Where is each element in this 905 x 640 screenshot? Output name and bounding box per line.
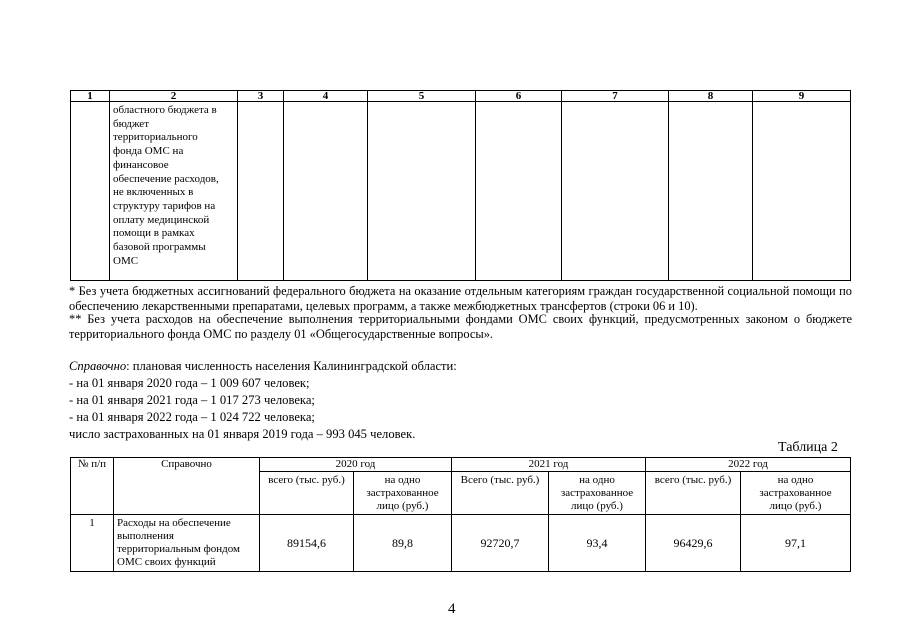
empty-cell xyxy=(669,102,753,281)
col-header-6: 6 xyxy=(476,91,562,102)
description-line: оплату медицинской xyxy=(113,213,210,226)
description-line: не включенных в xyxy=(113,186,194,199)
table-caption: Таблица 2 xyxy=(778,440,838,455)
col-header-7: 7 xyxy=(562,91,669,102)
description-line: финансовое xyxy=(113,158,169,171)
header-num: № п/п xyxy=(71,458,114,515)
value-total-2020: 89154,6 xyxy=(260,515,354,572)
header-year-2021: 2021 год xyxy=(452,458,646,472)
value-total-2022: 96429,6 xyxy=(646,515,741,572)
col-header-4: 4 xyxy=(284,91,368,102)
col-header-1: 1 xyxy=(71,91,110,102)
value-per-2022: 97,1 xyxy=(741,515,851,572)
expenditure-table-continuation xyxy=(70,90,851,281)
header-year-2022: 2022 год xyxy=(646,458,851,472)
table-row xyxy=(71,515,851,572)
column-number-row xyxy=(71,91,851,102)
reference-line: - на 01 января 2021 года – 1 017 273 человека; xyxy=(69,393,315,407)
header-per-2022: на одно застрахованное лицо (руб.) xyxy=(741,472,851,515)
description-line: помощи в рамках xyxy=(113,227,195,240)
header-per-2020: на одно застрахованное лицо (руб.) xyxy=(354,472,452,515)
reference-line: число застрахованных на 01 января 2019 года – 993 045 человек. xyxy=(69,427,416,441)
row-num: 1 xyxy=(71,515,114,572)
header-total-2021: Всего (тыс. руб.) xyxy=(452,472,549,515)
empty-cell xyxy=(71,102,110,281)
empty-cell xyxy=(368,102,476,281)
reference-intro-text: : плановая численность населения Калининградской области: xyxy=(126,359,457,373)
description-line: территориального xyxy=(113,131,198,144)
reference-label: Справочно xyxy=(69,359,127,373)
value-per-2021: 93,4 xyxy=(549,515,646,572)
value-per-2020: 89,8 xyxy=(354,515,452,572)
empty-cell xyxy=(753,102,851,281)
empty-cell xyxy=(238,102,284,281)
col-header-2: 2 xyxy=(110,91,238,102)
reference-intro xyxy=(69,358,457,375)
description-line: фонда ОМС на xyxy=(113,145,184,158)
empty-cell xyxy=(562,102,669,281)
reference-line: - на 01 января 2020 года – 1 009 607 человек; xyxy=(69,376,310,390)
row-label: Расходы на обеспечение выполнения территориальным фондом ОМС своих функций xyxy=(114,515,260,572)
col-header-8: 8 xyxy=(669,91,753,102)
fund-expenses-table xyxy=(70,457,851,572)
header-per-2021: на одно застрахованное лицо (руб.) xyxy=(549,472,646,515)
footnote-2: ** Без учета расходов на обеспечение выполнения территориальными фондами ОМС своих функций, предусмотренных законом о бюджете территориального фонда ОМС по разделу 01 «Общегосударственные вопросы». xyxy=(69,312,852,341)
header-total-2022: всего (тыс. руб.) xyxy=(646,472,741,515)
description-line: ОМС xyxy=(113,254,139,267)
empty-cell xyxy=(476,102,562,281)
value-total-2021: 92720,7 xyxy=(452,515,549,572)
description-line: структуру тарифов на xyxy=(113,199,216,212)
row-description xyxy=(110,102,238,281)
header-reference: Справочно xyxy=(114,458,260,515)
table-row xyxy=(71,102,851,281)
col-header-5: 5 xyxy=(368,91,476,102)
header-year-2020: 2020 год xyxy=(260,458,452,472)
footnote-1: * Без учета бюджетных ассигнований федерального бюджета на оказание отдельным категориям граждан государственной социальной помощи по обеспечению лекарственными препаратами, целевых программ, а также межбюджетных трансфертов (строки 06 и 10). xyxy=(69,284,852,313)
col-header-9: 9 xyxy=(753,91,851,102)
header-row-years xyxy=(71,458,851,472)
col-header-3: 3 xyxy=(238,91,284,102)
description-line: обеспечение расходов, xyxy=(113,172,219,185)
description-line: областного бюджета в xyxy=(113,104,217,116)
reference-line: - на 01 января 2022 года – 1 024 722 человека; xyxy=(69,410,315,424)
description-line: базовой программы xyxy=(113,241,206,254)
description-line: бюджет xyxy=(113,117,149,130)
empty-cell xyxy=(284,102,368,281)
header-total-2020: всего (тыс. руб.) xyxy=(260,472,354,515)
page-number: 4 xyxy=(448,601,456,617)
